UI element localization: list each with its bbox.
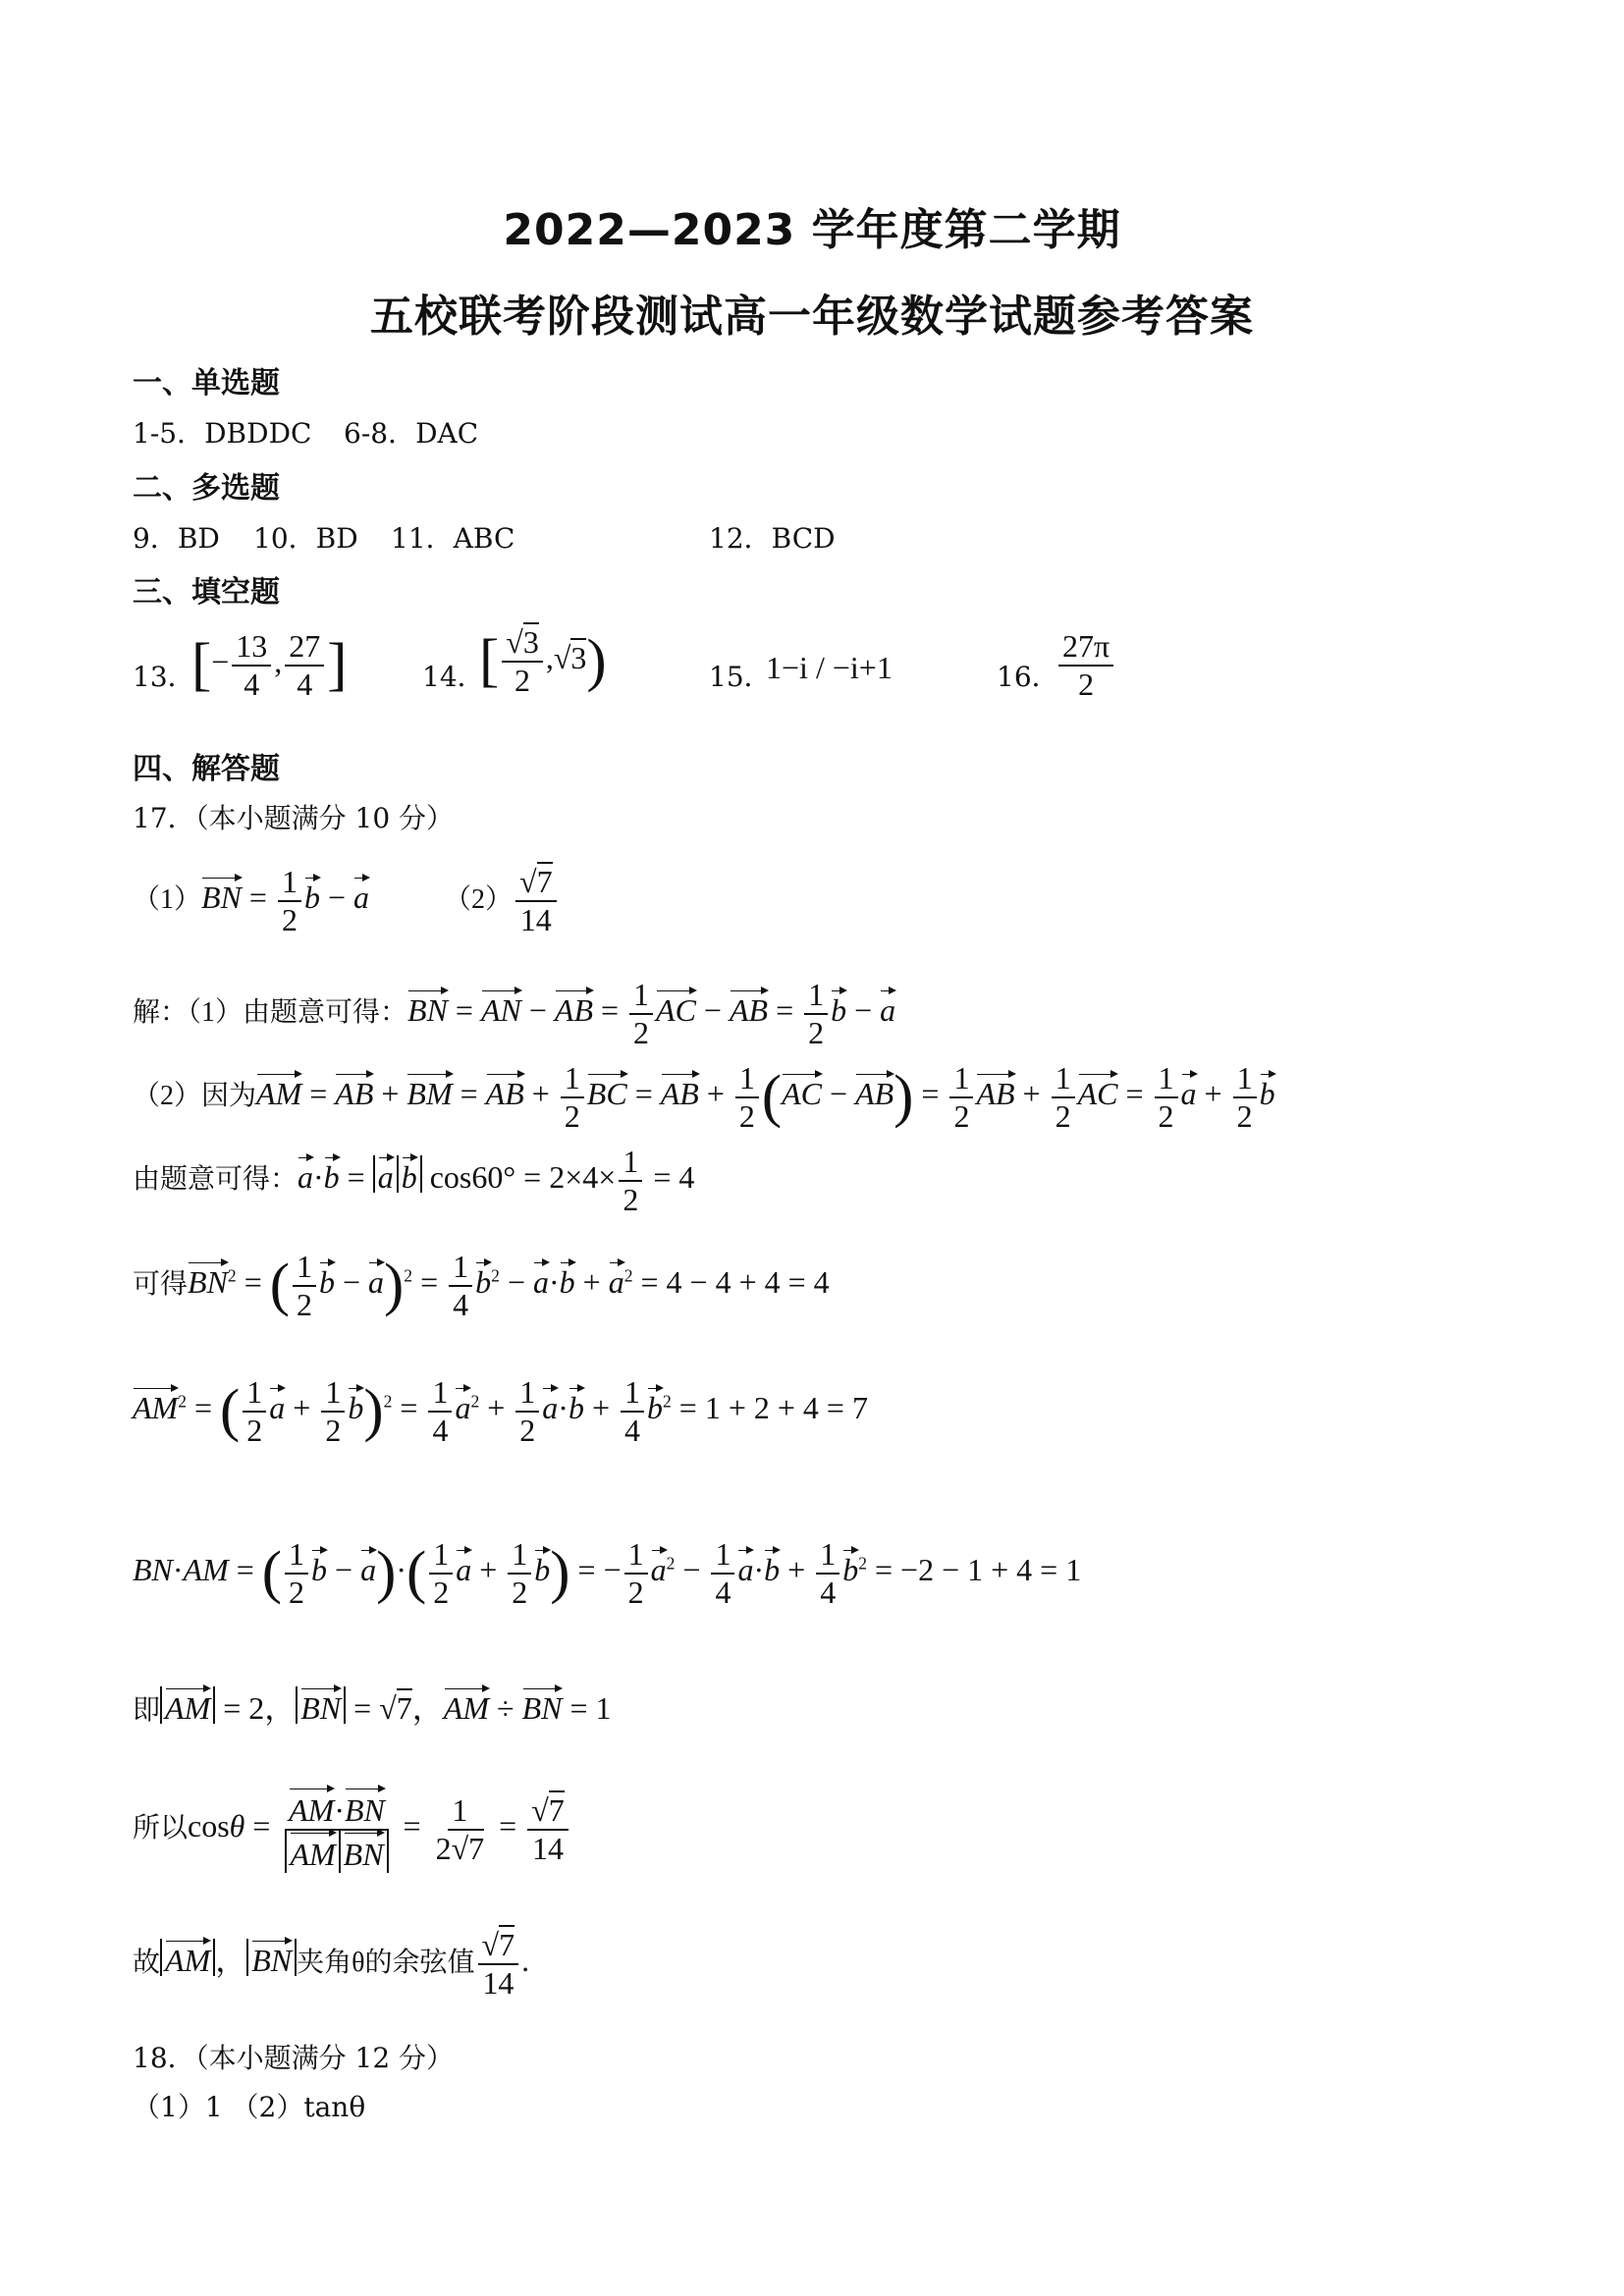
answer-q6-8: 6-8．DAC xyxy=(344,417,479,450)
answer-q11: 11．ABC xyxy=(391,522,515,555)
q17-gu-suffix: 夹角θ的余弦值 xyxy=(297,1948,475,1979)
q17-part2-prefix: （2）因为 xyxy=(133,1081,257,1112)
answer-q13-interval: [− $\frac{13}{4}$ , $\frac{27}{4}$ ] xyxy=(191,628,348,702)
q17-solution-part1: 解：（1）由题意可得：BN = AN − AB = $\frac{1}{2}$ AC − AB = $\frac{1}{2}$ b − a xyxy=(133,977,896,1050)
section-single-choice: 一、单选题 xyxy=(133,366,280,400)
paper-title-line1: 2022—2023 学年度第二学期 xyxy=(503,205,1121,255)
q17-header: 17．（本小题满分 10 分） xyxy=(133,802,455,834)
q17-dot-product: 由题意可得：a·b = a b cos60° = 2×4× $\frac{1}{2}$ = 4 xyxy=(133,1144,695,1217)
q17-am-squared: $AM^2$ = ( $\frac{1}{2}$ a + $\frac{1}{2}$ b)$^2$ = $\frac{1}{4}$ $a^2$ + $\frac{1}{2}$ a·b + $\frac{1}{4}$ $b^2 = 1 + 2 + 4 = 7$ xyxy=(133,1374,868,1448)
q18-answers: （1）1 （2）tanθ xyxy=(133,2091,366,2123)
q18-header: 18．（本小题满分 12 分） xyxy=(133,2042,455,2074)
question-number-15: 15． xyxy=(709,661,772,693)
q17-answers: （1）BN = $\frac{1}{2}$ b − a （2） $\frac{√7}{14}$ xyxy=(133,864,560,938)
paper-title-line2: 五校联考阶段测试高一年级数学试题参考答案 xyxy=(370,292,1254,342)
q17-solution-prefix: 解：（1）由题意可得： xyxy=(133,997,408,1029)
q17-suoyi: 所以 xyxy=(133,1813,189,1844)
answer-q15: 1−i / −i+1 xyxy=(766,650,893,685)
question-number-13: 13． xyxy=(133,661,195,693)
answer-q12: 12．BCD xyxy=(709,522,836,555)
answer-q9: 9．BD xyxy=(133,522,220,555)
section-fill-blank: 三、填空题 xyxy=(133,575,280,610)
q17-ji: 即 xyxy=(133,1695,161,1726)
section-multi-choice: 二、多选题 xyxy=(133,471,280,506)
q17-cos-theta: 所以cosθ = $\frac{AM\cdot BN}{\text{AM BN}}$ = $\frac{1}{2√7}$ = $\frac{√7}{14}$ xyxy=(133,1787,571,1873)
q17-magnitudes: 即 AM = 2， BN = √7，AM ÷ BN = 1 xyxy=(133,1686,612,1725)
q17-bn-dot-am: BN·AM = ( $\frac{1}{2}$ b − a)·( $\frac{1}{2}$ a + $\frac{1}{2}$ b) = − $\frac{1}{2}$ $a^2$ − $\frac{1}{4}$ a·b + $\frac{1}{4}$ $b^2 = -2 - 1 + 4 = 1$ xyxy=(133,1536,1082,1610)
q17-bn-squared: 可得$BN^2$ = ( $\frac{1}{2}$ b − a)$^2$ = $\frac{1}{4}$ $b^2 - a\cdot b + a^2 = 4 - 4 + 4 = 4$ xyxy=(133,1249,830,1322)
question-number-16: 16． xyxy=(997,661,1059,693)
q17-gu: 故 xyxy=(133,1948,161,1979)
q17-solution-part2: （2）因为AM = AB + BM = AB + $\frac{1}{2}$ BC = AB + $\frac{1}{2}$ (AC − AB) = $\frac{1}{2}$ AB + $\frac{1}{2}$ AC = $\frac{1}{2}$ a + $\frac{1}{2}$ b xyxy=(133,1060,1275,1134)
answer-q16: $\frac{27\pi}{2}$ xyxy=(1056,628,1116,703)
answer-q10: 10．BD xyxy=(253,522,358,555)
q17-dot-prefix: 由题意可得： xyxy=(133,1164,298,1196)
answer-q1-5: 1-5．DBDDC xyxy=(133,417,312,450)
q17-bn-prefix: 可得 xyxy=(133,1269,189,1301)
answer-q14-interval: [ $\frac{√3}{2}$ ,√3) xyxy=(479,624,607,698)
q17-conclusion: 故 AM ， BN 夹角θ的余弦值 $\frac{√7}{14}$ . xyxy=(133,1927,530,2001)
section-solutions: 四、解答题 xyxy=(133,752,280,786)
question-number-14: 14． xyxy=(422,661,485,693)
